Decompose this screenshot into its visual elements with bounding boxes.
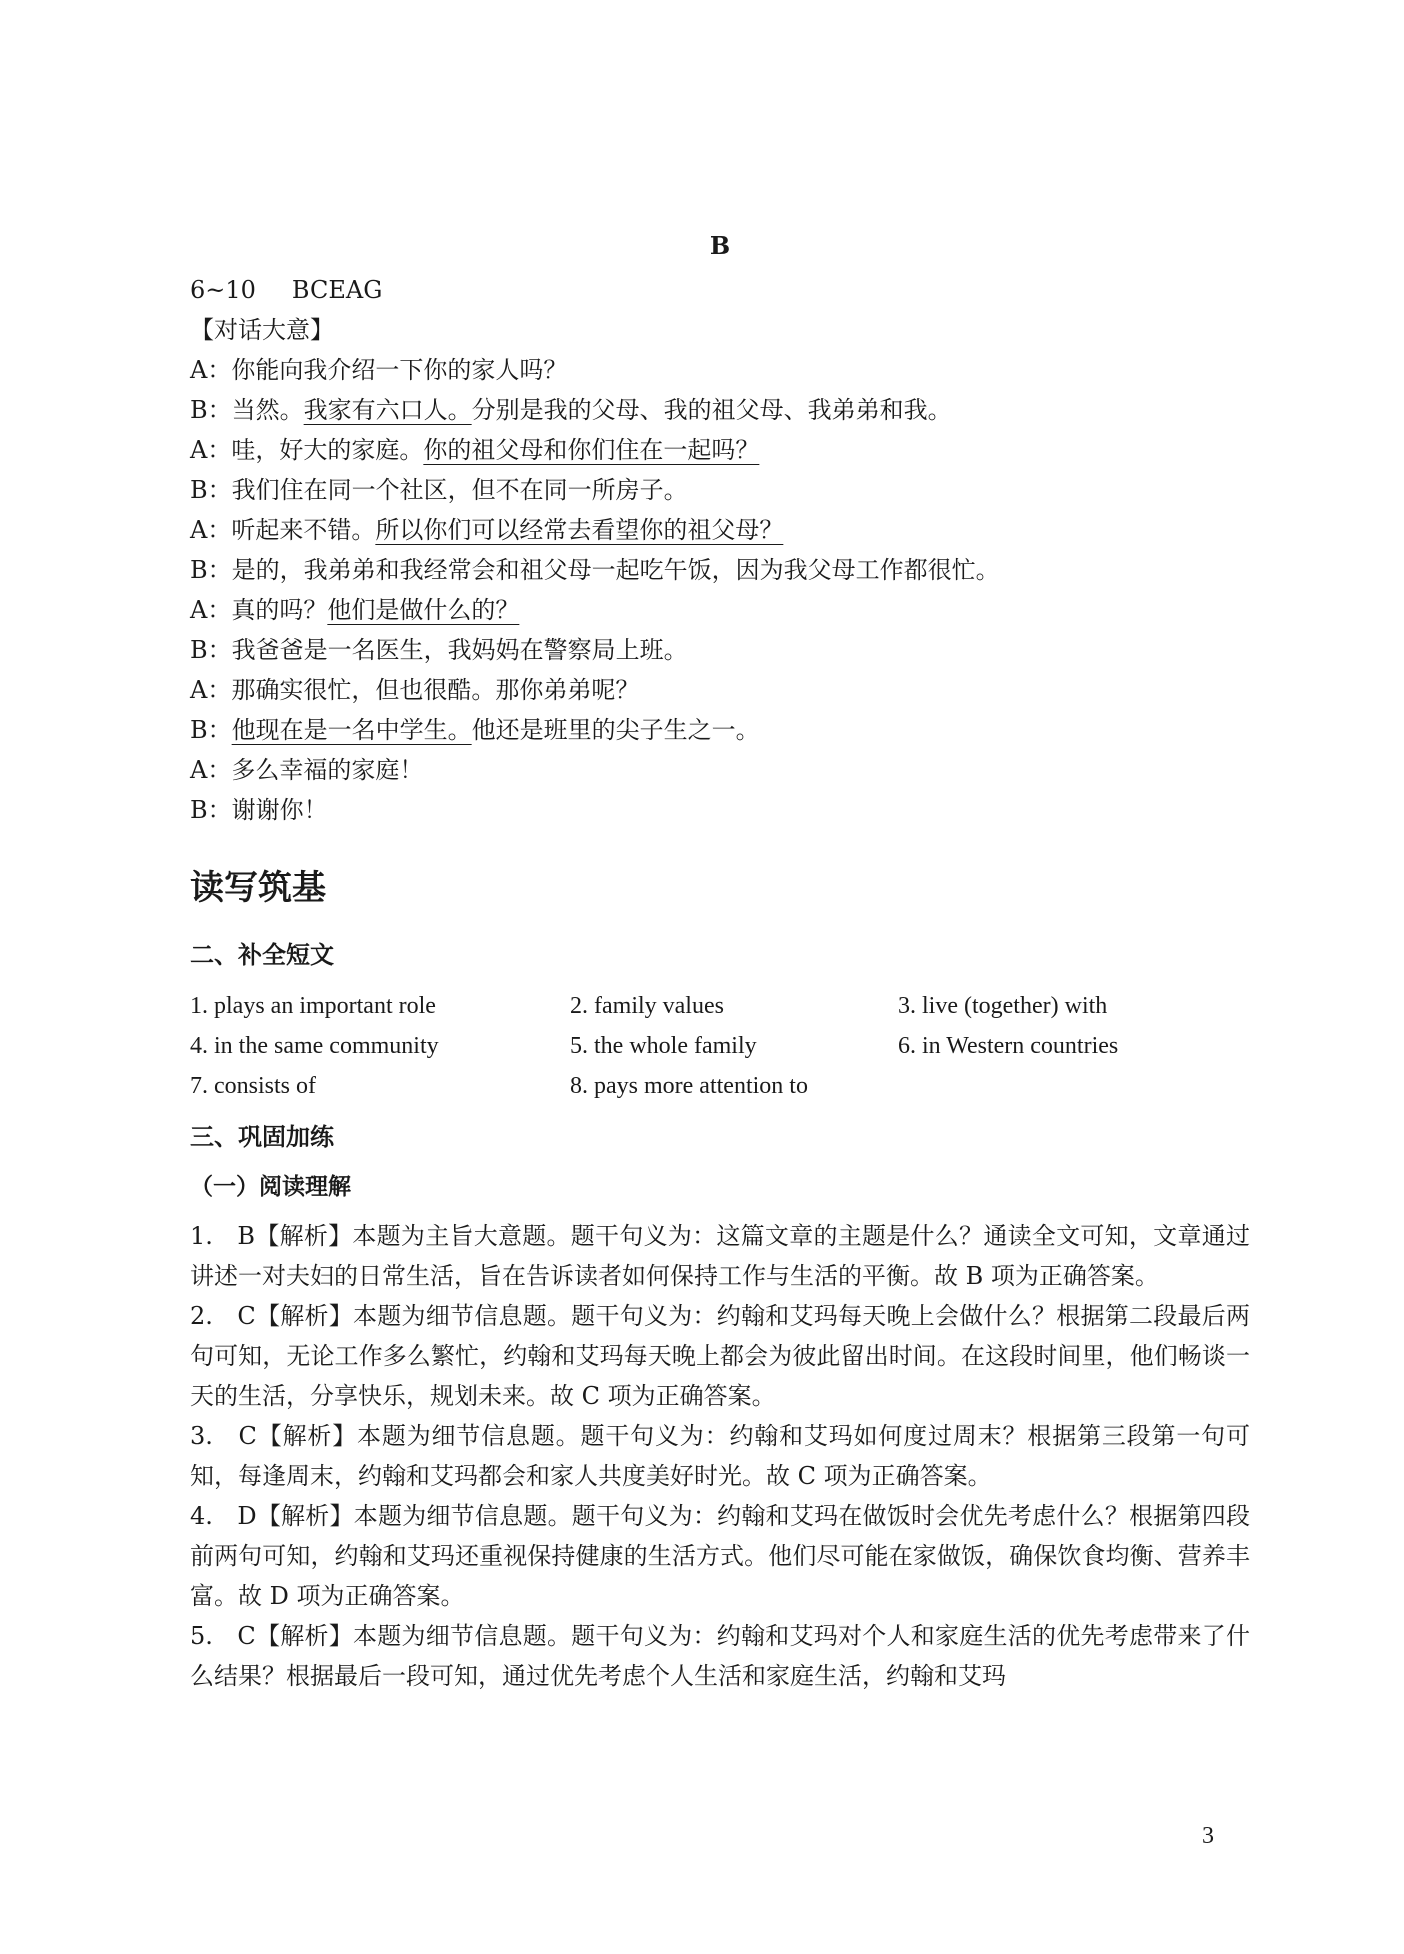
dialogue-speaker: B：	[190, 556, 232, 584]
dialogue-text-after: 他还是班里的尖子生之一。	[471, 716, 760, 744]
dialogue-speaker: B：	[190, 716, 232, 744]
dialogue-speaker: A：	[190, 596, 232, 624]
dialogue-underlined-text: 所以你们可以经常去看望你的祖父母？	[375, 516, 784, 544]
reading-writing-title: 读写筑基	[190, 868, 326, 908]
dialogue-text: 我爸爸是一名医生，我妈妈在警察局上班。	[231, 636, 688, 664]
answer-range: 6~10	[190, 276, 256, 304]
fill-in-answer: 8. pays more attention to	[570, 1073, 808, 1099]
dialogue-speaker: A：	[190, 756, 232, 784]
page-content	[190, 228, 1250, 1696]
dialogue-speaker: A：	[190, 356, 232, 384]
dialogue-text: 你能向我介绍一下你的家人吗？	[231, 356, 568, 384]
dialogue-speaker: A：	[190, 516, 232, 544]
dialogue-text: 多么幸福的家庭！	[231, 756, 424, 784]
dialogue-text: 听起来不错。	[231, 516, 376, 544]
section-b-heading: B	[709, 231, 731, 260]
dialogue-speaker: A：	[190, 676, 232, 704]
dialogue-text: 是的，我弟弟和我经常会和祖父母一起吃午饭，因为我父母工作都很忙。	[231, 556, 1000, 584]
dialogue-line	[190, 790, 1250, 830]
answer-letters: BCEAG	[291, 276, 383, 304]
dialogue	[190, 350, 1250, 830]
dialogue-line	[190, 390, 1250, 430]
answer-key-line	[190, 270, 1250, 310]
dialogue-speaker: B：	[190, 396, 232, 424]
fill-in-answer: 1. plays an important role	[190, 993, 436, 1019]
part3-heading: 三、巩固加练	[190, 1123, 334, 1151]
dialogue-speaker: A：	[190, 436, 232, 464]
fill-in-answer: 5. the whole family	[570, 1033, 757, 1059]
part2-heading: 二、补全短文	[190, 941, 334, 969]
fill-in-answer: 4. in the same community	[190, 1033, 439, 1059]
dialogue-text: 当然。	[231, 396, 304, 424]
dialogue-line	[190, 710, 1250, 750]
explanation-item: 1. B【解析】本题为主旨大意题。题干句义为：这篇文章的主题是什么？通读全文可知，文章通过讲述一对夫妇的日常生活，旨在告诉读者如何保持工作与生活的平衡。故 B 项为正确答案。	[190, 1222, 1250, 1290]
dialogue-underlined-text: 他们是做什么的？	[327, 596, 520, 624]
dialogue-text: 真的吗？	[231, 596, 328, 624]
dialogue-text: 那确实很忙，但也很酷。那你弟弟呢？	[231, 676, 640, 704]
fill-in-answers-grid	[190, 986, 1250, 1106]
dialogue-line	[190, 670, 1250, 710]
dialogue-line	[190, 590, 1250, 630]
dialogue-text: 谢谢你！	[231, 796, 328, 824]
fill-in-answer: 2. family values	[570, 993, 724, 1019]
dialogue-line	[190, 350, 1250, 390]
explanation-item: 5. C【解析】本题为细节信息题。题干句义为：约翰和艾玛对个人和家庭生活的优先考虑带来了什么结果？根据最后一段可知，通过优先考虑个人生活和家庭生活，约翰和艾玛	[190, 1622, 1250, 1690]
dialogue-speaker: B：	[190, 636, 232, 664]
dialogue-text: 我们住在同一个社区，但不在同一所房子。	[231, 476, 688, 504]
explanations-list	[190, 1216, 1250, 1696]
explanation-item: 4. D【解析】本题为细节信息题。题干句义为：约翰和艾玛在做饭时会优先考虑什么？根据第四段前两句可知，约翰和艾玛还重视保持健康的生活方式。他们尽可能在家做饭，确保饮食均衡、营养丰富。故 D 项为正确答案。	[190, 1502, 1250, 1610]
dialogue-line	[190, 630, 1250, 670]
dialogue-header: 【对话大意】	[190, 316, 334, 344]
reading-comprehension-heading: （一）阅读理解	[190, 1174, 351, 1200]
dialogue-underlined-text: 你的祖父母和你们住在一起吗？	[423, 436, 760, 464]
dialogue-underlined-text: 他现在是一名中学生。	[231, 716, 472, 744]
dialogue-line	[190, 550, 1250, 590]
dialogue-text: 哇，好大的家庭。	[231, 436, 424, 464]
fill-in-answer: 3. live (together) with	[898, 993, 1108, 1019]
dialogue-line	[190, 750, 1250, 790]
dialogue-line	[190, 470, 1250, 510]
fill-in-answer: 6. in Western countries	[898, 1033, 1119, 1059]
explanation-item: 3. C【解析】本题为细节信息题。题干句义为：约翰和艾玛如何度过周末？根据第三段第一句可知，每逢周末，约翰和艾玛都会和家人共度美好时光。故 C 项为正确答案。	[190, 1422, 1250, 1490]
fill-in-answer: 7. consists of	[190, 1073, 316, 1099]
dialogue-text-after: 分别是我的父母、我的祖父母、我弟弟和我。	[471, 396, 952, 424]
dialogue-speaker: B：	[190, 796, 232, 824]
dialogue-speaker: B：	[190, 476, 232, 504]
explanation-item: 2. C【解析】本题为细节信息题。题干句义为：约翰和艾玛每天晚上会做什么？根据第二段最后两句可知，无论工作多么繁忙，约翰和艾玛每天晚上都会为彼此留出时间。在这段时间里，他们畅谈一天的生活，分享快乐，规划未来。故 C 项为正确答案。	[190, 1302, 1250, 1410]
dialogue-underlined-text: 我家有六口人。	[303, 396, 472, 424]
page-number: 3	[1202, 1823, 1214, 1849]
dialogue-line	[190, 510, 1250, 550]
dialogue-line	[190, 430, 1250, 470]
